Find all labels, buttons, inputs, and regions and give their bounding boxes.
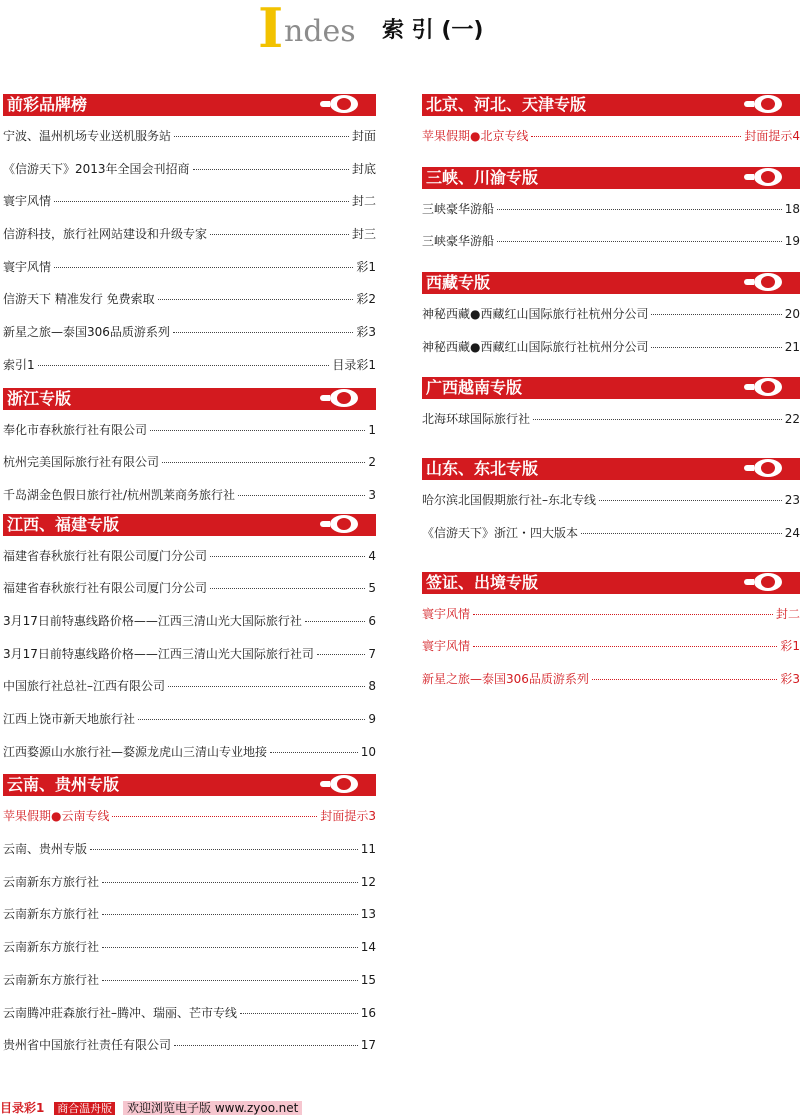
leader-dots [238, 495, 365, 496]
leader-dots [305, 621, 365, 622]
page-title: 索 引 (一) [382, 18, 484, 43]
leader-dots [102, 914, 358, 915]
entry-page-number: 12 [360, 874, 376, 889]
entry-title: 寰宇风情 [422, 639, 471, 654]
index-entry[interactable] [3, 703, 376, 736]
section-circle-icon [754, 378, 782, 396]
index-entry[interactable] [422, 663, 800, 696]
entry-title: 新星之旅—泰国306品质游系列 [3, 325, 170, 340]
entry-title: 寰宇风情 [3, 259, 52, 274]
index-entry[interactable] [3, 964, 376, 997]
entry-title: 云南腾冲莊森旅行社–腾冲、瑞丽、芒市专线 [3, 1005, 238, 1020]
footer-page-label: 目录彩1 [0, 1101, 45, 1115]
index-entry[interactable] [3, 1029, 376, 1062]
page-footer [0, 1099, 302, 1117]
logo-word: ndes [284, 14, 356, 49]
section-header [422, 94, 800, 116]
section-header [3, 514, 376, 536]
section-circle-icon [754, 573, 782, 591]
entry-title: 江西婺源山水旅行社—婺源龙虎山三清山专业地接 [3, 744, 268, 759]
index-entry[interactable] [3, 185, 376, 218]
section-title: 江西、福建专版 [7, 514, 120, 534]
leader-dots [531, 136, 741, 137]
index-entry[interactable] [3, 800, 376, 833]
entry-page-number: 22 [784, 412, 800, 427]
entry-title: 索引1 [3, 357, 35, 372]
entry-title: 贵州省中国旅行社责任有限公司 [3, 1038, 172, 1053]
section-title: 云南、贵州专版 [7, 775, 120, 795]
index-section [422, 94, 800, 153]
entry-title: 苹果假期●北京专线 [422, 129, 529, 143]
entry-page-number: 19 [784, 234, 800, 249]
index-entry[interactable] [3, 670, 376, 703]
index-entry[interactable] [3, 866, 376, 899]
entry-page-number: 11 [360, 842, 376, 857]
entry-page-number: 9 [368, 712, 376, 726]
section-circle-icon [754, 273, 782, 291]
section-circle-icon [330, 389, 358, 407]
entry-title: 哈尔滨北国假期旅行社–东北专线 [422, 493, 597, 508]
entry-title: 云南、贵州专版 [3, 842, 88, 857]
entry-page-number: 彩1 [356, 259, 376, 274]
section-header [422, 167, 800, 189]
index-entry[interactable] [3, 283, 376, 316]
entry-page-number: 15 [360, 972, 376, 987]
index-entry[interactable] [3, 833, 376, 866]
entry-page-number: 4 [368, 548, 376, 563]
leader-dots [473, 614, 773, 615]
entry-title: 神秘西藏●西藏红山国际旅行社杭州分公司 [422, 307, 649, 322]
entry-title: 北海环球国际旅行社 [422, 412, 531, 427]
index-entry[interactable] [3, 638, 376, 671]
entry-page-number: 封二 [351, 194, 376, 209]
section-title: 西藏专版 [426, 273, 491, 293]
entry-page-number: 8 [368, 679, 376, 694]
leader-dots [158, 299, 354, 300]
index-entry[interactable] [422, 630, 800, 663]
entry-page-number: 7 [368, 646, 376, 661]
leader-dots [54, 267, 353, 268]
entry-page-number: 封二 [775, 606, 800, 621]
section-title: 广西越南专版 [426, 378, 523, 398]
leader-dots [174, 136, 349, 137]
leader-dots [138, 719, 365, 720]
leader-dots [497, 241, 782, 242]
section-circle-icon [754, 459, 782, 477]
index-section [3, 514, 376, 769]
section-header [3, 774, 376, 796]
entry-title: 苹果假期●云南专线 [3, 809, 110, 824]
index-entry[interactable] [3, 605, 376, 638]
entry-title: 中国旅行社总社–江西有限公司 [3, 679, 166, 694]
leader-dots [210, 588, 365, 589]
section-circle-icon [330, 515, 358, 533]
leader-dots [581, 533, 782, 534]
index-entry[interactable] [422, 403, 800, 436]
leader-dots [102, 882, 358, 883]
section-circle-icon [754, 168, 782, 186]
entry-page-number: 彩3 [780, 671, 800, 686]
entry-page-number: 2 [368, 455, 376, 470]
entry-title: 《信游天下》2013年全国会刊招商 [3, 161, 190, 176]
section-title: 签证、出境专版 [426, 572, 539, 592]
section-title: 北京、河北、天津专版 [426, 95, 587, 114]
footer-brand: 商合温舟版 [54, 1102, 115, 1115]
entry-page-number: 彩2 [356, 292, 376, 307]
leader-dots [150, 430, 365, 431]
footer-website-link[interactable]: 欢迎浏览电子版 www.zyoo.net [123, 1101, 302, 1115]
section-circle-icon [754, 95, 782, 113]
section-header [422, 458, 800, 480]
leader-dots [173, 332, 353, 333]
leader-dots [497, 209, 782, 210]
leader-dots [592, 679, 777, 680]
leader-dots [210, 234, 349, 235]
index-entry[interactable] [3, 153, 376, 186]
left-column [3, 94, 376, 1062]
index-entry[interactable] [3, 414, 376, 447]
entry-title: 千岛湖金色假日旅行社/杭州凯莱商务旅行社 [3, 487, 236, 502]
entry-title: 云南新东方旅行社 [3, 972, 100, 987]
section-circle-icon [330, 95, 358, 113]
entry-title: 宁波、温州机场专业送机服务站 [3, 129, 172, 143]
entry-page-number: 封底 [351, 161, 376, 176]
entry-title: 新星之旅—泰国306品质游系列 [422, 671, 589, 686]
leader-dots [533, 419, 782, 420]
entry-title: 3月17日前特惠线路价格——江西三清山光大国际旅行社司 [3, 646, 314, 661]
index-entry[interactable] [3, 479, 376, 512]
leader-dots [270, 752, 358, 753]
index-entry[interactable] [3, 572, 376, 605]
entry-page-number: 18 [784, 201, 800, 216]
index-entry[interactable] [3, 120, 376, 153]
section-title: 浙江专版 [7, 388, 72, 408]
index-entry[interactable] [3, 997, 376, 1030]
entry-page-number: 1 [368, 422, 376, 437]
section-title: 前彩品牌榜 [7, 95, 88, 114]
entry-title: 神秘西藏●西藏红山国际旅行社杭州分公司 [422, 339, 649, 354]
entry-title: 云南新东方旅行社 [3, 940, 100, 955]
entry-title: 云南新东方旅行社 [3, 874, 100, 889]
entry-title: 寰宇风情 [422, 606, 471, 621]
leader-dots [599, 500, 782, 501]
entry-page-number: 封三 [351, 227, 376, 242]
entry-page-number: 3 [368, 487, 376, 502]
index-entry[interactable] [422, 193, 800, 226]
index-section [3, 388, 376, 512]
section-header [3, 94, 376, 116]
entry-page-number: 封面 [351, 129, 376, 143]
index-section [422, 458, 800, 549]
entry-page-number: 目录彩1 [332, 357, 376, 372]
entry-page-number: 封面提示4 [744, 129, 800, 143]
index-entry[interactable] [3, 736, 376, 769]
index-section [422, 572, 800, 696]
entry-title: 《信游天下》浙江・四大版本 [422, 525, 579, 540]
section-circle-icon [330, 775, 358, 793]
section-title: 山东、东北专版 [426, 459, 539, 479]
index-entry[interactable] [422, 598, 800, 631]
entry-page-number: 彩1 [780, 639, 800, 654]
index-entry[interactable] [422, 225, 800, 258]
entry-page-number: 10 [360, 744, 376, 759]
index-section [422, 272, 800, 363]
index-entry[interactable] [3, 931, 376, 964]
leader-dots [473, 646, 777, 647]
entry-page-number: 23 [784, 493, 800, 508]
entry-title: 杭州完美国际旅行社有限公司 [3, 455, 160, 470]
leader-dots [162, 462, 365, 463]
leader-dots [240, 1013, 358, 1014]
leader-dots [168, 686, 365, 687]
index-entry[interactable] [3, 251, 376, 284]
entry-page-number: 6 [368, 613, 376, 628]
index-entry[interactable] [3, 446, 376, 479]
leader-dots [90, 849, 358, 850]
leader-dots [651, 314, 781, 315]
leader-dots [54, 201, 349, 202]
index-entry[interactable] [422, 484, 800, 517]
index-entry[interactable] [3, 316, 376, 349]
index-section [3, 94, 376, 382]
leader-dots [174, 1045, 358, 1046]
leader-dots [317, 654, 365, 655]
leader-dots [210, 556, 365, 557]
entry-page-number: 17 [360, 1038, 376, 1053]
entry-page-number: 封面提示3 [320, 809, 376, 824]
entry-page-number: 16 [360, 1005, 376, 1020]
leader-dots [651, 347, 781, 348]
entry-title: 信游科技，旅行社网站建设和升级专家 [3, 227, 208, 242]
entry-title: 福建省春秋旅行社有限公司厦门分公司 [3, 548, 208, 563]
section-header [422, 377, 800, 399]
entry-title: 奉化市春秋旅行社有限公司 [3, 422, 148, 437]
entry-page-number: 24 [784, 525, 800, 540]
logo-initial: I [258, 0, 284, 60]
index-entry[interactable] [3, 218, 376, 251]
index-section [422, 167, 800, 258]
entry-page-number: 13 [360, 907, 376, 922]
right-column [422, 94, 800, 696]
index-entry[interactable] [3, 349, 376, 382]
index-entry[interactable] [422, 298, 800, 331]
entry-title: 江西上饶市新天地旅行社 [3, 712, 136, 726]
index-entry[interactable] [3, 898, 376, 931]
section-header [422, 272, 800, 294]
entry-page-number: 20 [784, 307, 800, 322]
index-section [422, 377, 800, 436]
entry-page-number: 14 [360, 940, 376, 955]
leader-dots [102, 980, 358, 981]
section-header [422, 572, 800, 594]
entry-title: 信游天下 精准发行 免费索取 [3, 292, 155, 307]
entry-page-number: 彩3 [356, 325, 376, 340]
entry-title: 3月17日前特惠线路价格——江西三清山光大国际旅行社 [3, 613, 302, 628]
leader-dots [38, 365, 330, 366]
section-header [3, 388, 376, 410]
entry-title: 云南新东方旅行社 [3, 907, 100, 922]
section-title: 三峡、川渝专版 [426, 167, 539, 187]
index-section [3, 774, 376, 1062]
entry-page-number: 21 [784, 339, 800, 354]
index-entry[interactable] [422, 331, 800, 364]
index-entry[interactable] [422, 517, 800, 550]
leader-dots [112, 816, 317, 817]
entry-title: 三峡豪华游船 [422, 234, 495, 249]
leader-dots [193, 169, 349, 170]
entry-title: 福建省春秋旅行社有限公司厦门分公司 [3, 581, 208, 596]
leader-dots [102, 947, 358, 948]
entry-title: 寰宇风情 [3, 194, 52, 209]
entry-title: 三峡豪华游船 [422, 201, 495, 216]
index-entry[interactable] [422, 120, 800, 153]
index-entry[interactable] [3, 540, 376, 573]
entry-page-number: 5 [368, 581, 376, 596]
